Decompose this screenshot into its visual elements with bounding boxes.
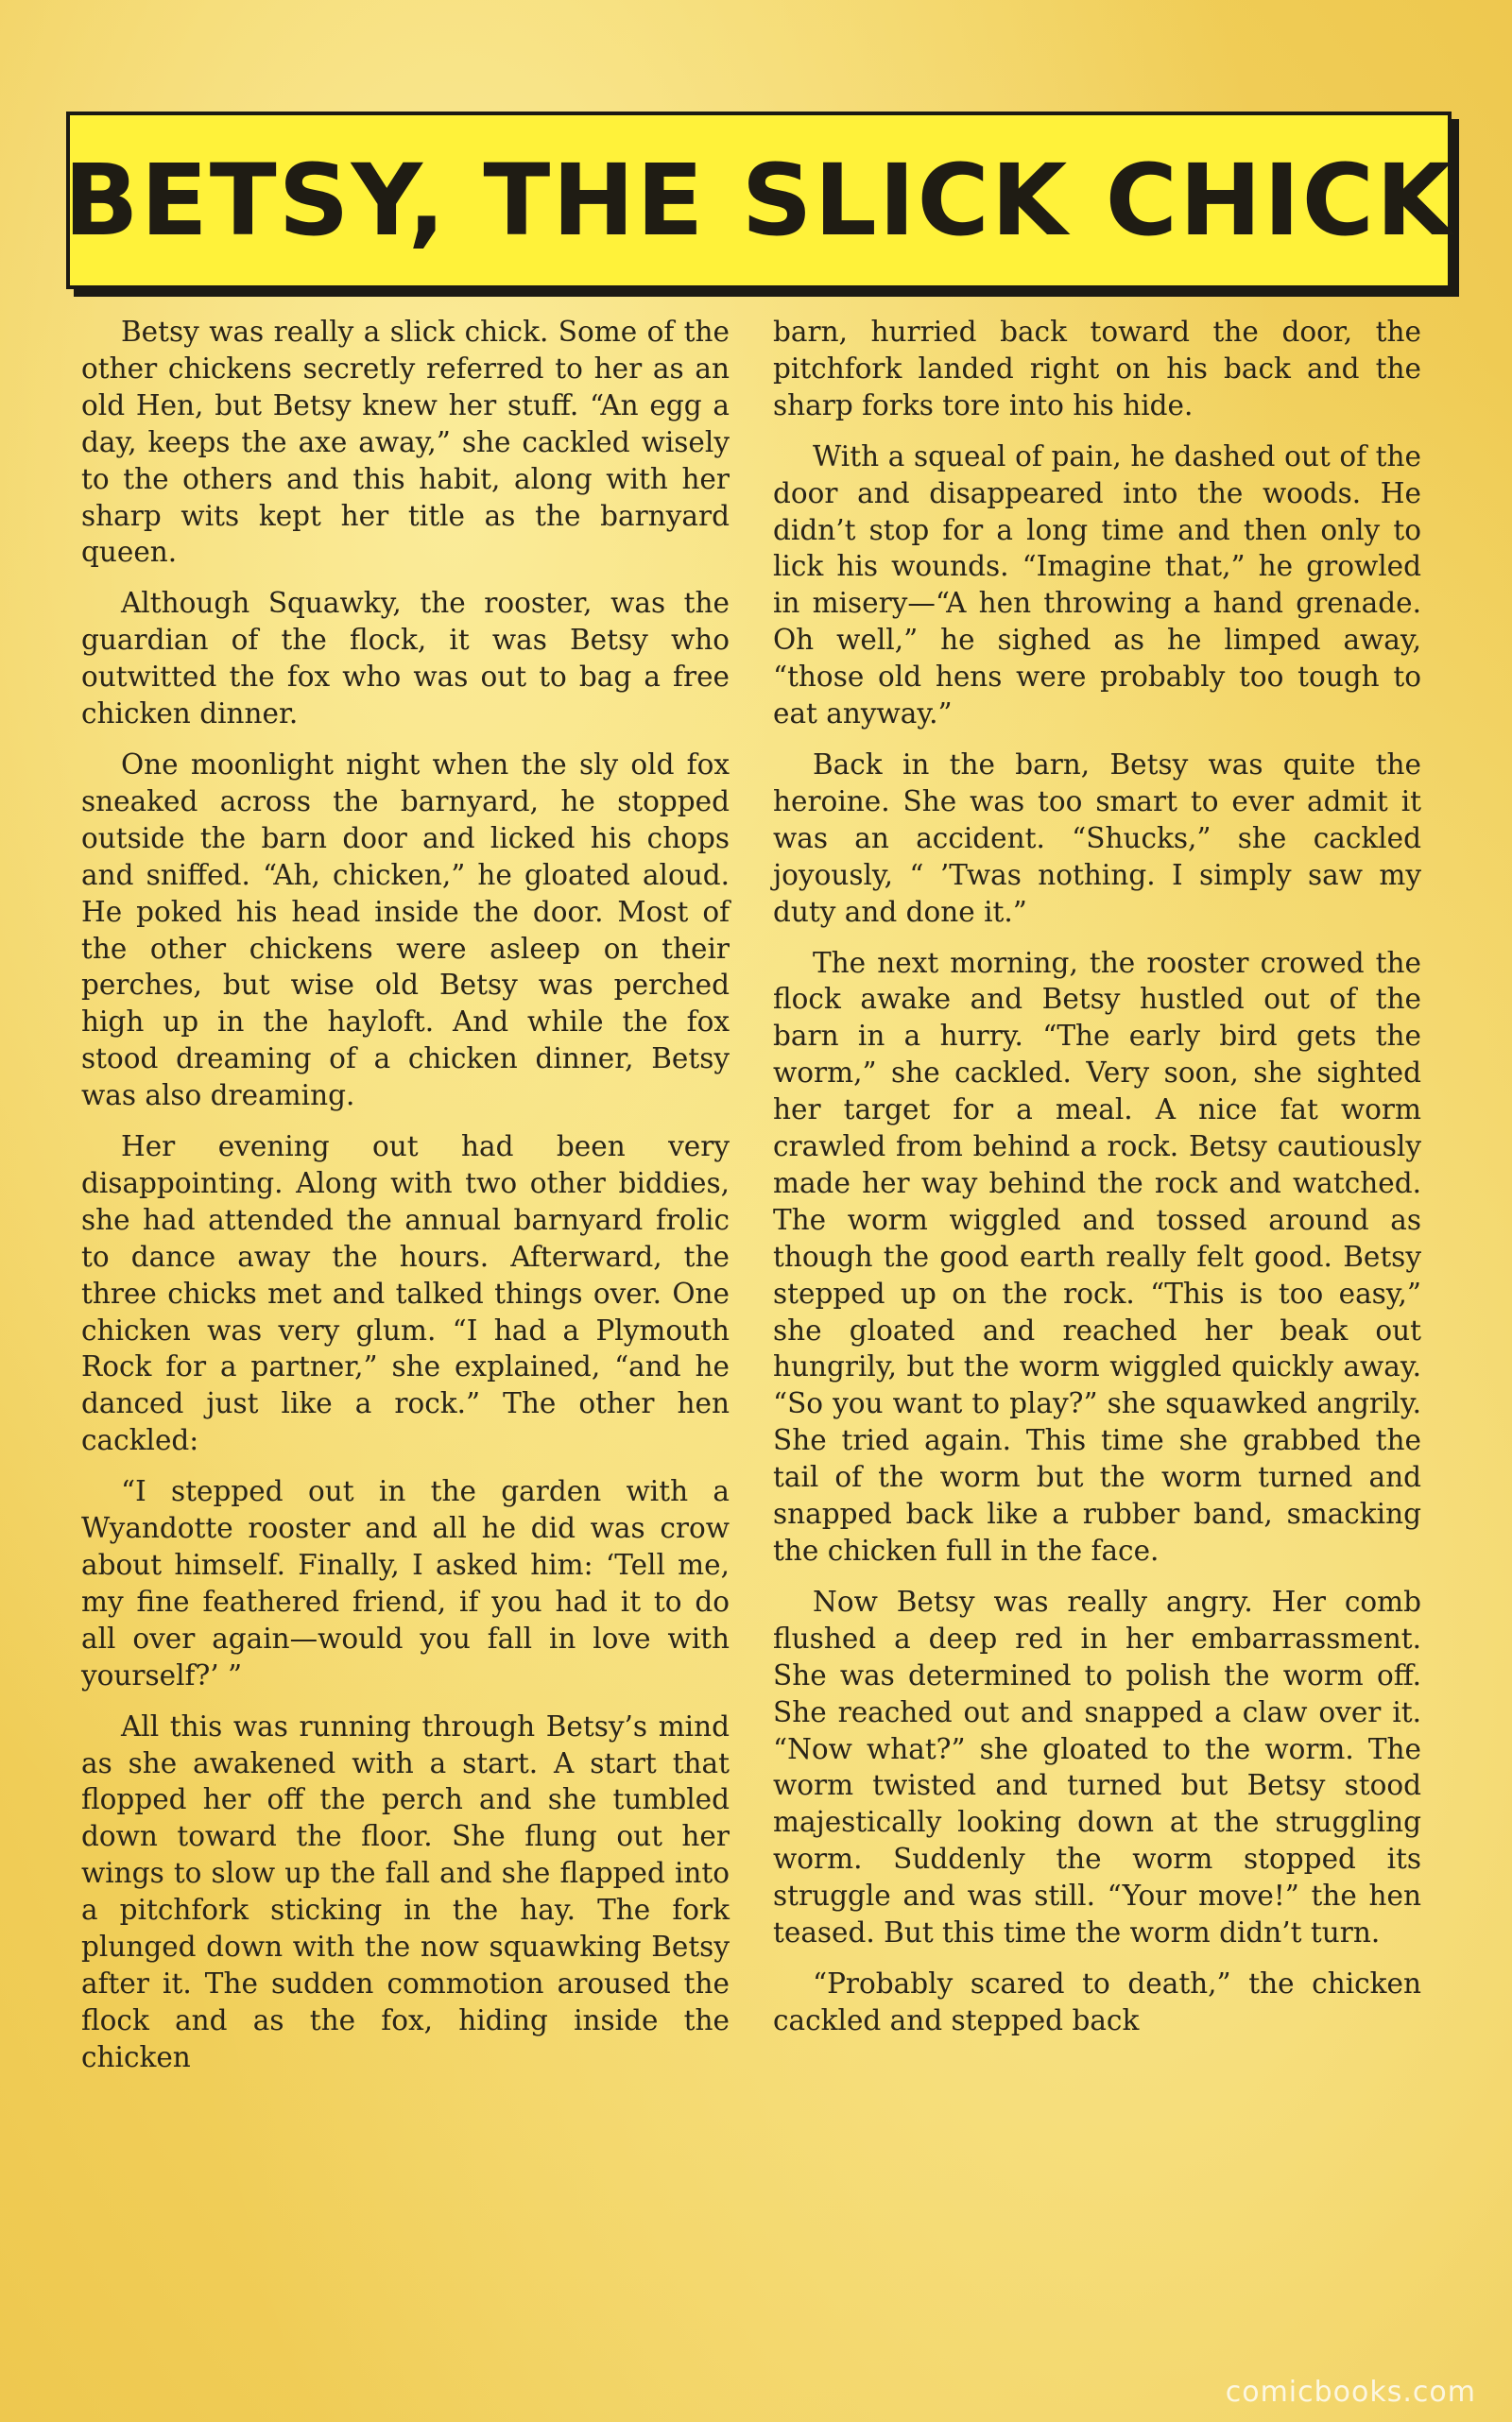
paragraph: “I stepped out in the garden with a Wyandotte rooster and all he did was crow about himself. Finally, I asked him: ‘Tell me, my fine feathered friend, if you had it to do all over again—would you fall in love with yourself?’ ”	[81, 1475, 730, 1692]
paragraph: One moonlight night when the sly old fox sneaked across the barnyard, he stopped outside the barn door and licked his chops and sniffed. “Ah, chicken,” he gloated aloud. He poked his head inside the door. Most of the other chickens were asleep on their perches, but wise old Betsy was perched high up in the hayloft. And while the fox stood dreaming of a chicken dinner, Betsy was also dreaming.	[81, 747, 730, 1112]
paragraph: All this was running through Betsy’s mind as she awakened with a start. A start that flopped her off the perch and she tumbled down toward the floor. She flung out her wings to slow up the fall and she flapped into a pitchfork sticking in the hay. The fork plunged down with the now squawking Betsy after it. The sudden commotion aroused the flock and as the fox, hiding inside the chicken	[81, 1709, 730, 2073]
paragraph-continued: barn, hurried back toward the door, the pitchfork landed right on his back and the sharp forks tore into his hide.	[773, 316, 1421, 421]
source-watermark: comicbooks.com	[1225, 2376, 1476, 2409]
paragraph: Back in the barn, Betsy was quite the heroine. She was too smart to ever admit it was an accident. “Shucks,” she cackled joyously, “ ’Twas nothing. I simply saw my duty and done it.”	[773, 747, 1421, 928]
right-column	[773, 314, 1421, 2053]
paragraph: The next morning, the rooster crowed the flock awake and Betsy hustled out of the barn in a hurry. “The early bird gets the worm,” she cackled. Very soon, she sighted her target for a meal. A nice fat worm crawled from behind a rock. Betsy cautiously made her way behind the rock and watched. The worm wiggled and tossed around as though the good earth really felt good. Betsy stepped up on the rock. “This is too easy,” she gloated and reached her beak out hungrily, but the worm wiggled quickly away. “So you want to play?” she squawked angrily. She tried again. This time she grabbed the tail of the worm but the worm turned and snapped back like a rubber band, smacking the chicken full in the face.	[773, 946, 1421, 1567]
title-banner	[63, 112, 1454, 289]
paragraph: Betsy was really a slick chick. Some of the other chickens secretly referred to her as an old Hen, but Betsy knew her stuff. “An egg a day, keeps the axe away,” she cackled wisely to the others and this habit, along with her sharp wits kept her title as the barnyard queen.	[81, 316, 730, 569]
paragraph: Although Squawky, the rooster, was the guardian of the flock, it was Betsy who outwitted the fox who was out to bag a free chicken dinner.	[81, 587, 730, 730]
paragraph: With a squeal of pain, he dashed out of the door and disappeared into the woods. He didn’t stop for a long time and then only to lick his wounds. “Imagine that,” he growled in misery—“A hen throwing a hand grenade. Oh well,” he sighed as he limped away, “those old hens were probably too tough to eat anyway.”	[773, 439, 1421, 730]
paragraph: Now Betsy was really angry. Her comb flushed a deep red in her embarrassment. She was determined to polish the worm off. She reached out and snapped a claw over it. “Now what?” she gloated to the worm. The worm twisted and turned but Betsy stood majestically looking down at the struggling worm. Suddenly the worm stopped its struggle and was still. “Your move!” the hen teased. But this time the worm didn’t turn.	[773, 1585, 1421, 1950]
left-column	[81, 314, 730, 2090]
paragraph: “Probably scared to death,” the chicken cackled and stepped back	[773, 1967, 1421, 2036]
paragraph: Her evening out had been very disappointing. Along with two other biddies, she had attended the annual barnyard frolic to dance away the hours. Afterward, the three chicks met and talked things over. One chicken was very glum. “I had a Plymouth Rock for a partner,” she explained, “and he danced just like a rock.” The other hen cackled:	[81, 1130, 730, 1457]
story-title: BETSY, THE SLICK CHICK	[63, 143, 1454, 258]
